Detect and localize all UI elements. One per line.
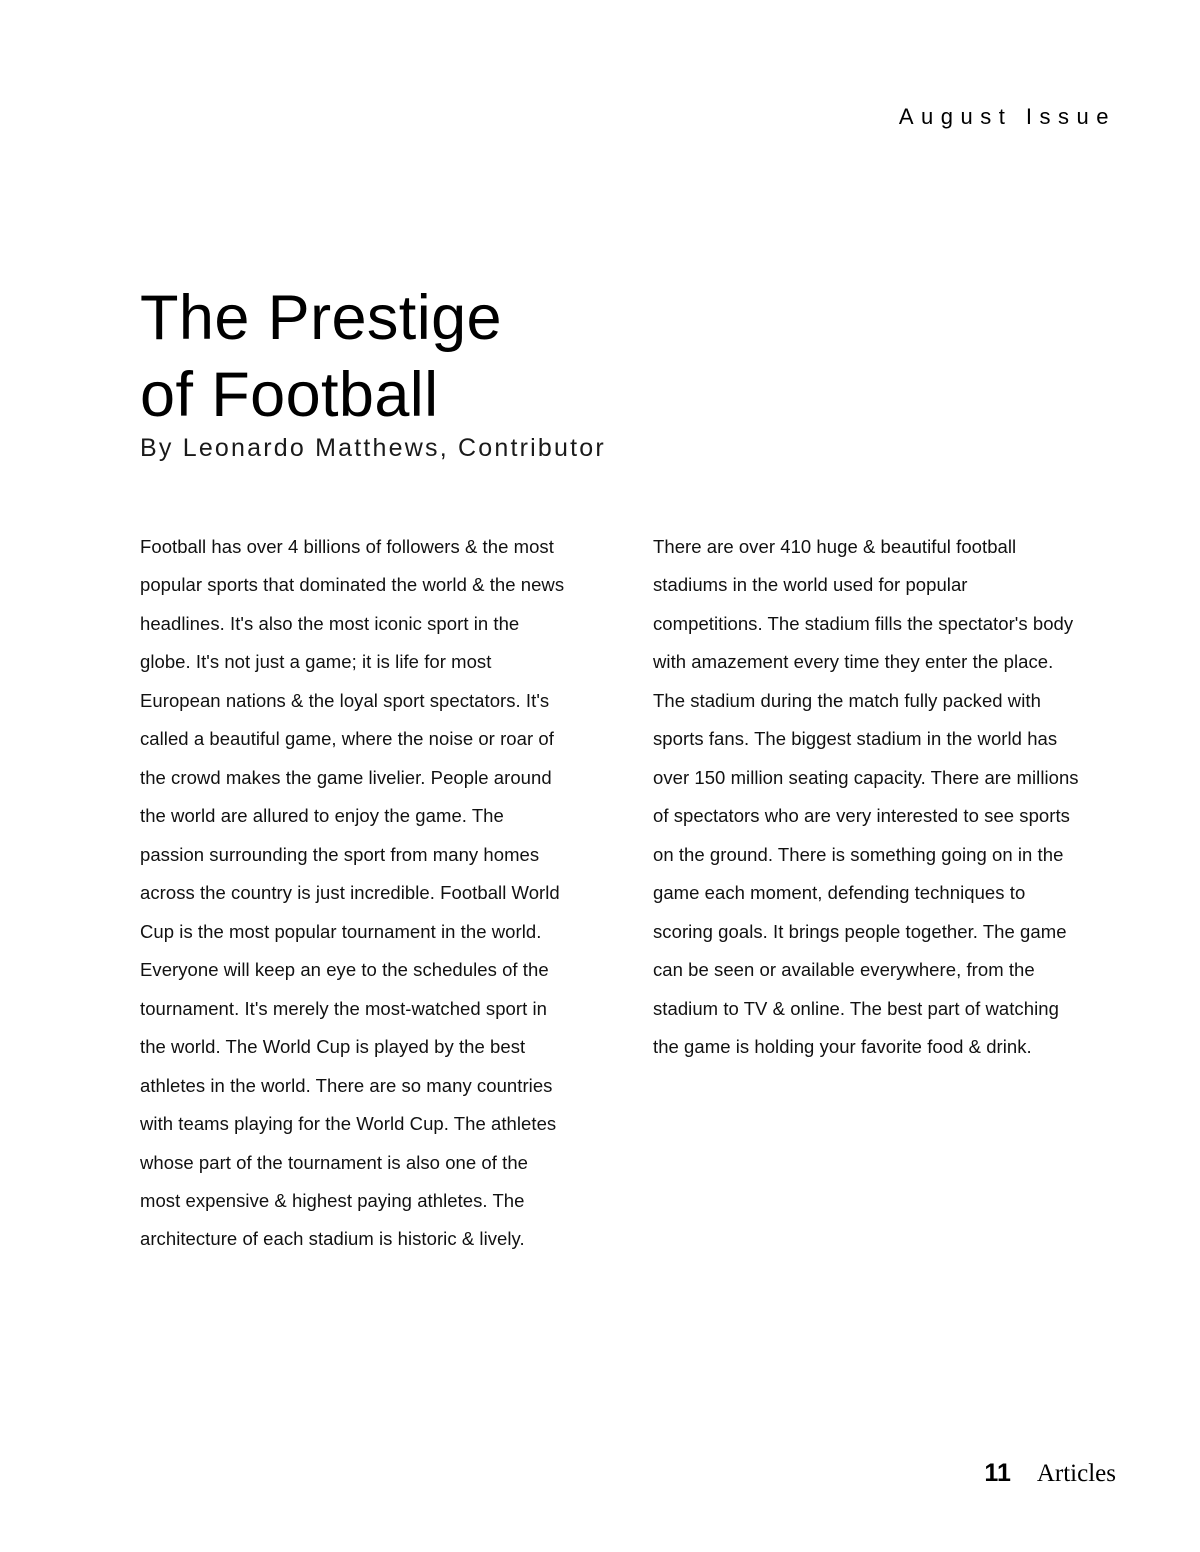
page-title-line-2: of Football xyxy=(140,360,439,431)
issue-label: August Issue xyxy=(898,104,1116,129)
page-title-line-1: The Prestige xyxy=(140,283,502,354)
footer-section-label: Articles xyxy=(1036,1460,1116,1487)
article-column-left xyxy=(140,528,566,1259)
page-footer xyxy=(984,1459,1116,1488)
article-byline: By Leonardo Matthews, Contributor xyxy=(140,434,606,462)
article-column-right xyxy=(653,528,1079,1259)
page-number: 11 xyxy=(984,1459,1011,1487)
article-body xyxy=(140,528,1080,1259)
page-title xyxy=(140,280,780,434)
article-paragraph-left: Football has over 4 billions of followers & the most popular sports that dominated the world & the news headlines. It's also the most iconic sport in the globe. It's not just a game; it is life for most European nations & the loyal sport spectators. It's called a beautiful game, where the noise or roar of the crowd makes the game livelier. People around the world are allured to enjoy the game. The passion surrounding the sport from many homes across the country is just incredible. Football World Cup is the most popular tournament in the world. Everyone will keep an eye to the schedules of the tournament. It's merely the most-watched sport in the world. The World Cup is played by the best athletes in the world. There are so many countries with teams playing for the World Cup. The athletes whose part of the tournament is also one of the most expensive & highest paying athletes. The architecture of each stadium is historic & lively. xyxy=(140,536,565,1250)
article-paragraph-right: There are over 410 huge & beautiful football stadiums in the world used for popular competitions. The stadium fills the spectator's body with amazement every time they enter the place. The stadium during the match fully packed with sports fans. The biggest stadium in the world has over 150 million seating capacity. There are millions of spectators who are very interested to see sports on the ground. There is something going on in the game each moment, defending techniques to scoring goals. It brings people together. The game can be seen or available everywhere, from the stadium to TV & online. The best part of watching the game is holding your favorite food & drink. xyxy=(653,536,1079,1058)
